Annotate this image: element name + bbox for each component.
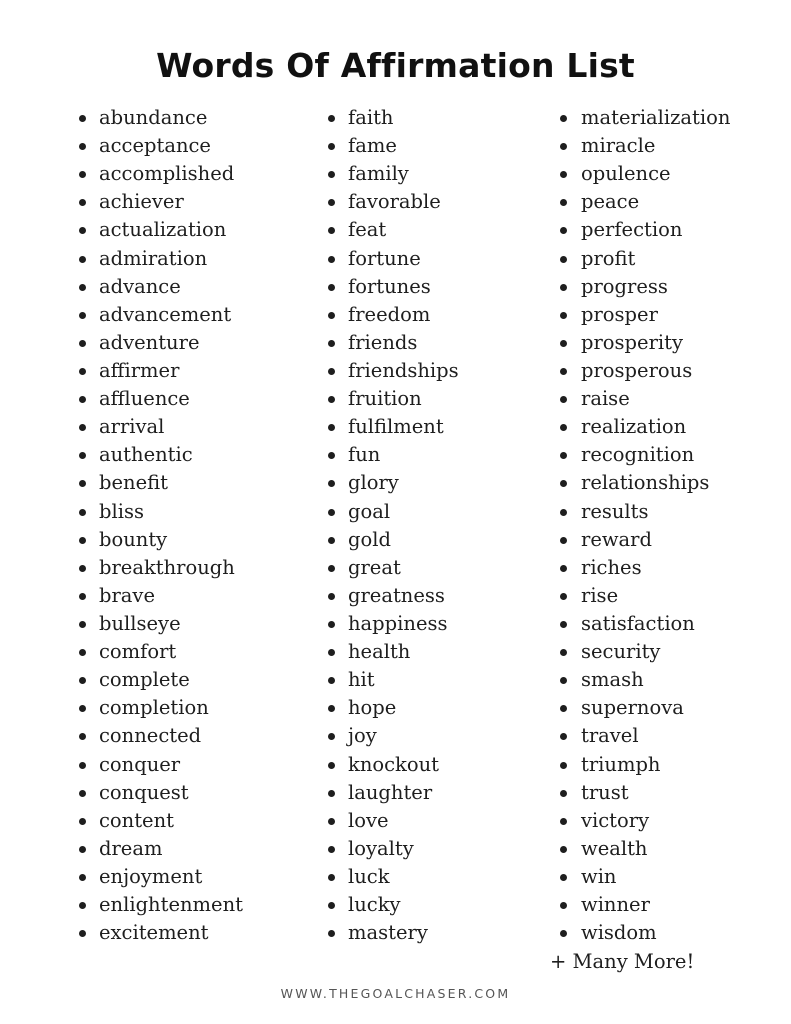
affirmation-word: smash bbox=[581, 668, 644, 692]
affirmation-word: recognition bbox=[581, 443, 695, 467]
bullet-icon bbox=[79, 705, 86, 712]
affirmation-word: fulfilment bbox=[348, 415, 444, 439]
affirmation-word: fruition bbox=[348, 387, 422, 411]
bullet-icon bbox=[79, 509, 86, 516]
bullet-icon bbox=[328, 818, 335, 825]
affirmation-word: knockout bbox=[348, 752, 439, 776]
affirmation-word: feat bbox=[348, 218, 387, 242]
affirmation-word: enjoyment bbox=[99, 864, 203, 888]
affirmation-word: bounty bbox=[99, 527, 168, 551]
affirmation-word: brave bbox=[99, 583, 155, 607]
bullet-icon bbox=[328, 312, 335, 319]
bullet-icon bbox=[560, 171, 567, 178]
affirmation-word: connected bbox=[99, 724, 202, 748]
affirmation-word: prosper bbox=[581, 302, 658, 326]
bullet-icon bbox=[560, 902, 567, 909]
affirmation-word: victory bbox=[581, 808, 650, 832]
affirmation-word: admiration bbox=[99, 246, 208, 270]
bullet-icon bbox=[328, 790, 335, 797]
affirmation-word: trust bbox=[581, 780, 629, 804]
affirmation-word: realization bbox=[581, 415, 687, 439]
bullet-icon bbox=[79, 340, 86, 347]
bullet-icon bbox=[328, 846, 335, 853]
bullet-icon bbox=[79, 143, 86, 150]
bullet-icon bbox=[560, 762, 567, 769]
affirmation-word: comfort bbox=[99, 640, 177, 664]
bullet-icon bbox=[79, 762, 86, 769]
affirmation-word: affirmer bbox=[99, 358, 180, 382]
affirmation-word: health bbox=[348, 640, 411, 664]
affirmation-word: triumph bbox=[581, 752, 661, 776]
website-footer: WWW.THEGOALCHASER.COM bbox=[280, 986, 511, 1001]
bullet-icon bbox=[328, 902, 335, 909]
bullet-icon bbox=[328, 256, 335, 263]
bullet-icon bbox=[560, 790, 567, 797]
bullet-icon bbox=[79, 480, 86, 487]
bullet-icon bbox=[328, 733, 335, 740]
affirmation-word: peace bbox=[581, 190, 640, 214]
bullet-icon bbox=[79, 537, 86, 544]
affirmation-word: enlightenment bbox=[99, 893, 243, 917]
bullet-icon bbox=[79, 621, 86, 628]
affirmation-word: goal bbox=[348, 499, 391, 523]
bullet-icon bbox=[560, 649, 567, 656]
affirmation-word: luck bbox=[348, 864, 390, 888]
affirmation-word: riches bbox=[581, 555, 642, 579]
bullet-icon bbox=[560, 452, 567, 459]
affirmation-word: raise bbox=[581, 387, 630, 411]
bullet-icon bbox=[79, 452, 86, 459]
bullet-icon bbox=[560, 368, 567, 375]
affirmation-word: arrival bbox=[99, 415, 165, 439]
affirmation-word: hit bbox=[348, 668, 375, 692]
affirmation-word: excitement bbox=[99, 921, 209, 945]
bullet-icon bbox=[560, 874, 567, 881]
bullet-icon bbox=[328, 649, 335, 656]
bullet-icon bbox=[79, 565, 86, 572]
bullet-icon bbox=[79, 902, 86, 909]
bullet-icon bbox=[328, 593, 335, 600]
affirmation-word: accomplished bbox=[99, 162, 235, 186]
bullet-icon bbox=[560, 115, 567, 122]
affirmation-word: wisdom bbox=[581, 921, 657, 945]
affirmation-word: love bbox=[348, 808, 389, 832]
bullet-icon bbox=[79, 818, 86, 825]
bullet-icon bbox=[328, 340, 335, 347]
bullet-icon bbox=[328, 424, 335, 431]
affirmation-word: progress bbox=[581, 274, 668, 298]
affirmation-word: actualization bbox=[99, 218, 227, 242]
bullet-icon bbox=[79, 846, 86, 853]
affirmation-word: fame bbox=[348, 134, 397, 158]
affirmation-word: rise bbox=[581, 583, 619, 607]
affirmation-word: fortunes bbox=[348, 274, 431, 298]
affirmation-word: advance bbox=[99, 274, 181, 298]
many-more-note: + Many More! bbox=[550, 950, 695, 973]
bullet-icon bbox=[560, 396, 567, 403]
bullet-icon bbox=[79, 312, 86, 319]
bullet-icon bbox=[328, 874, 335, 881]
bullet-icon bbox=[560, 340, 567, 347]
affirmation-word: advancement bbox=[99, 302, 232, 326]
affirmation-word: loyalty bbox=[348, 836, 414, 860]
bullet-icon bbox=[79, 199, 86, 206]
bullet-icon bbox=[328, 705, 335, 712]
affirmation-word: materialization bbox=[581, 106, 731, 129]
affirmation-word: fun bbox=[348, 443, 381, 467]
bullet-icon bbox=[79, 115, 86, 122]
bullet-icon bbox=[328, 452, 335, 459]
bullet-icon bbox=[560, 621, 567, 628]
bullet-icon bbox=[79, 733, 86, 740]
bullet-icon bbox=[328, 143, 335, 150]
affirmation-word: opulence bbox=[581, 162, 671, 186]
bullet-icon bbox=[560, 537, 567, 544]
affirmation-word: fortune bbox=[348, 246, 421, 270]
affirmation-word: family bbox=[348, 162, 409, 186]
bullet-icon bbox=[79, 874, 86, 881]
bullet-icon bbox=[79, 593, 86, 600]
affirmation-word: conquest bbox=[99, 780, 189, 804]
affirmation-word: lucky bbox=[348, 893, 401, 917]
affirmation-word: great bbox=[348, 555, 401, 579]
bullet-icon bbox=[79, 171, 86, 178]
affirmation-word: wealth bbox=[581, 836, 648, 860]
bullet-icon bbox=[328, 677, 335, 684]
affirmation-word: adventure bbox=[99, 330, 200, 354]
bullet-icon bbox=[560, 480, 567, 487]
affirmation-word: relationships bbox=[581, 471, 710, 495]
affirmation-word: abundance bbox=[99, 106, 208, 129]
bullet-icon bbox=[560, 930, 567, 937]
bullet-icon bbox=[328, 621, 335, 628]
bullet-icon bbox=[328, 930, 335, 937]
bullet-icon bbox=[560, 227, 567, 234]
affirmation-word: acceptance bbox=[99, 134, 211, 158]
affirmation-word: dream bbox=[99, 836, 163, 860]
affirmation-word: completion bbox=[99, 696, 209, 720]
bullet-icon bbox=[79, 368, 86, 375]
bullet-icon bbox=[328, 115, 335, 122]
affirmation-word: gold bbox=[348, 527, 391, 551]
bullet-icon bbox=[328, 565, 335, 572]
affirmation-word: freedom bbox=[348, 302, 431, 326]
affirmation-word: happiness bbox=[348, 611, 448, 635]
bullet-icon bbox=[328, 762, 335, 769]
affirmation-word: miracle bbox=[581, 134, 656, 158]
affirmation-word: laughter bbox=[348, 780, 433, 804]
bullet-icon bbox=[328, 537, 335, 544]
affirmation-word: complete bbox=[99, 668, 190, 692]
bullet-icon bbox=[328, 171, 335, 178]
affirmation-word: results bbox=[581, 499, 649, 523]
bullet-icon bbox=[560, 677, 567, 684]
bullet-icon bbox=[560, 705, 567, 712]
affirmation-word: travel bbox=[581, 724, 639, 748]
affirmation-word: glory bbox=[348, 471, 399, 495]
affirmation-word: security bbox=[581, 640, 661, 664]
affirmation-word: content bbox=[99, 808, 174, 832]
affirmation-word: prosperous bbox=[581, 358, 693, 382]
bullet-icon bbox=[328, 368, 335, 375]
affirmation-word: authentic bbox=[99, 443, 193, 467]
affirmation-word: friendships bbox=[348, 358, 459, 382]
bullet-icon bbox=[560, 818, 567, 825]
affirmation-word: affluence bbox=[99, 387, 190, 411]
bullet-icon bbox=[79, 227, 86, 234]
affirmation-word: perfection bbox=[581, 218, 683, 242]
affirmation-word: reward bbox=[581, 527, 652, 551]
bullet-icon bbox=[79, 396, 86, 403]
affirmation-word: supernova bbox=[581, 696, 684, 720]
bullet-icon bbox=[79, 677, 86, 684]
bullet-icon bbox=[560, 199, 567, 206]
affirmation-word: prosperity bbox=[581, 330, 683, 354]
bullet-icon bbox=[328, 509, 335, 516]
bullet-icon bbox=[328, 480, 335, 487]
affirmation-word: winner bbox=[581, 893, 650, 917]
affirmation-word: joy bbox=[348, 724, 377, 748]
affirmation-word: profit bbox=[581, 246, 636, 270]
bullet-icon bbox=[560, 143, 567, 150]
bullet-icon bbox=[79, 424, 86, 431]
affirmation-word: hope bbox=[348, 696, 397, 720]
bullet-icon bbox=[560, 424, 567, 431]
bullet-icon bbox=[79, 256, 86, 263]
bullet-icon bbox=[560, 565, 567, 572]
bullet-icon bbox=[328, 284, 335, 291]
bullet-icon bbox=[560, 284, 567, 291]
affirmation-word: faith bbox=[348, 106, 394, 129]
bullet-icon bbox=[560, 312, 567, 319]
bullet-icon bbox=[560, 256, 567, 263]
bullet-icon bbox=[79, 790, 86, 797]
bullet-icon bbox=[79, 284, 86, 291]
bullet-icon bbox=[328, 227, 335, 234]
affirmation-word: friends bbox=[348, 330, 418, 354]
affirmation-word: benefit bbox=[99, 471, 168, 495]
bullet-icon bbox=[328, 396, 335, 403]
affirmation-word: achiever bbox=[99, 190, 184, 214]
affirmation-word: satisfaction bbox=[581, 611, 695, 635]
affirmation-word: bullseye bbox=[99, 611, 181, 635]
affirmation-word: favorable bbox=[348, 190, 441, 214]
affirmation-word: win bbox=[581, 864, 617, 888]
bullet-icon bbox=[328, 199, 335, 206]
affirmation-word: conquer bbox=[99, 752, 181, 776]
bullet-icon bbox=[560, 509, 567, 516]
affirmation-word: mastery bbox=[348, 921, 428, 945]
bullet-icon bbox=[79, 930, 86, 937]
page-title: Words Of Affirmation List bbox=[156, 46, 635, 86]
bullet-icon bbox=[560, 733, 567, 740]
bullet-icon bbox=[560, 593, 567, 600]
bullet-icon bbox=[79, 649, 86, 656]
affirmation-word: breakthrough bbox=[99, 555, 235, 579]
bullet-icon bbox=[560, 846, 567, 853]
affirmation-word: bliss bbox=[99, 499, 144, 523]
affirmation-word: greatness bbox=[348, 583, 445, 607]
